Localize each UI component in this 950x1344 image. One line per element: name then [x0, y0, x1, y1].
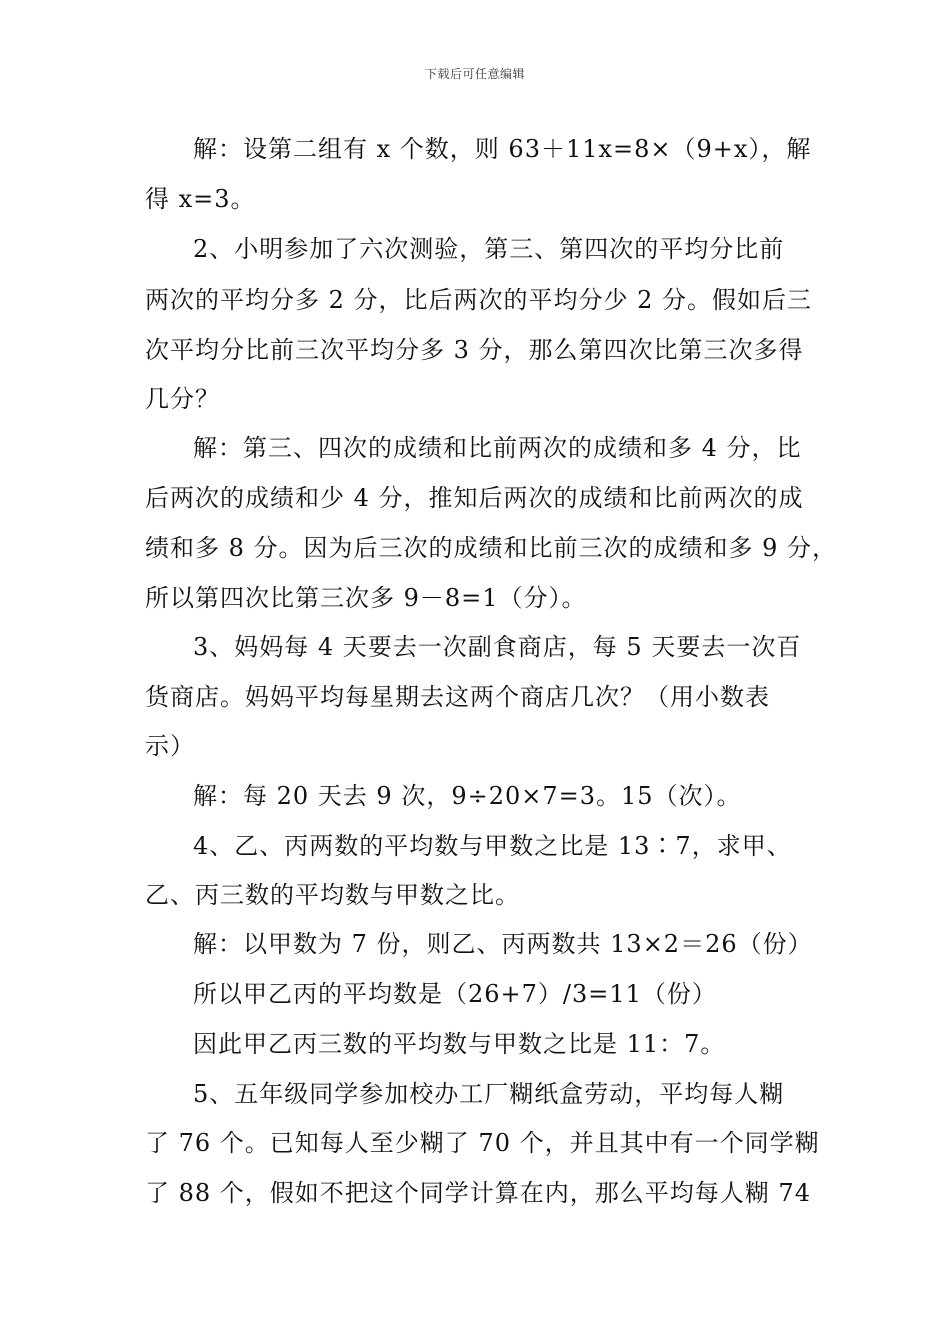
text-line: 所以甲乙丙的平均数是（26+7）/3=11（份） [193, 980, 717, 1008]
text-line: 解：第三、四次的成绩和比前两次的成绩和多 4 分，比 [193, 434, 802, 462]
text-line: 后两次的成绩和少 4 分，推知后两次的成绩和比前两次的成 [145, 484, 804, 512]
text-line: 乙、丙三数的平均数与甲数之比。 [145, 881, 520, 909]
text-line: 因此甲乙丙三数的平均数与甲数之比是 11：7。 [193, 1030, 726, 1058]
text-line: 解：以甲数为 7 份，则乙、丙两数共 13×2＝26（份） [193, 930, 813, 958]
page-header: 下载后可任意编辑 [424, 67, 525, 81]
text-line: 了 76 个。已知每人至少糊了 70 个，并且其中有一个同学糊 [145, 1129, 820, 1157]
text-line: 得 x=3。 [145, 185, 256, 213]
text-line: 几分？ [145, 385, 220, 413]
text-line: 2、小明参加了六次测验，第三、第四次的平均分比前 [193, 235, 785, 263]
text-line: 解：设第二组有 x 个数，则 63＋11x=8×（9+x），解 [193, 135, 812, 163]
text-line: 所以第四次比第三次多 9－8=1（分）。 [145, 584, 587, 612]
text-line: 4、乙、丙两数的平均数与甲数之比是 13∶7，求甲、 [193, 832, 792, 860]
text-line: 解：每 20 天去 9 次，9÷20×7=3。15（次）。 [193, 782, 742, 810]
text-line: 5、五年级同学参加校办工厂糊纸盒劳动，平均每人糊 [193, 1080, 785, 1108]
text-line: 3、妈妈每 4 天要去一次副食商店，每 5 天要去一次百 [193, 633, 802, 661]
text-line: 两次的平均分多 2 分，比后两次的平均分少 2 分。假如后三 [145, 286, 813, 314]
text-line: 次平均分比前三次平均分多 3 分，那么第四次比第三次多得 [145, 336, 804, 364]
text-line: 货商店。妈妈平均每星期去这两个商店几次？（用小数表 [145, 683, 770, 711]
text-line: 绩和多 8 分。因为后三次的成绩和比前三次的成绩和多 9 分， [145, 534, 838, 562]
text-line: 了 88 个，假如不把这个同学计算在内，那么平均每人糊 74 [145, 1179, 811, 1207]
text-line: 示） [145, 732, 195, 760]
